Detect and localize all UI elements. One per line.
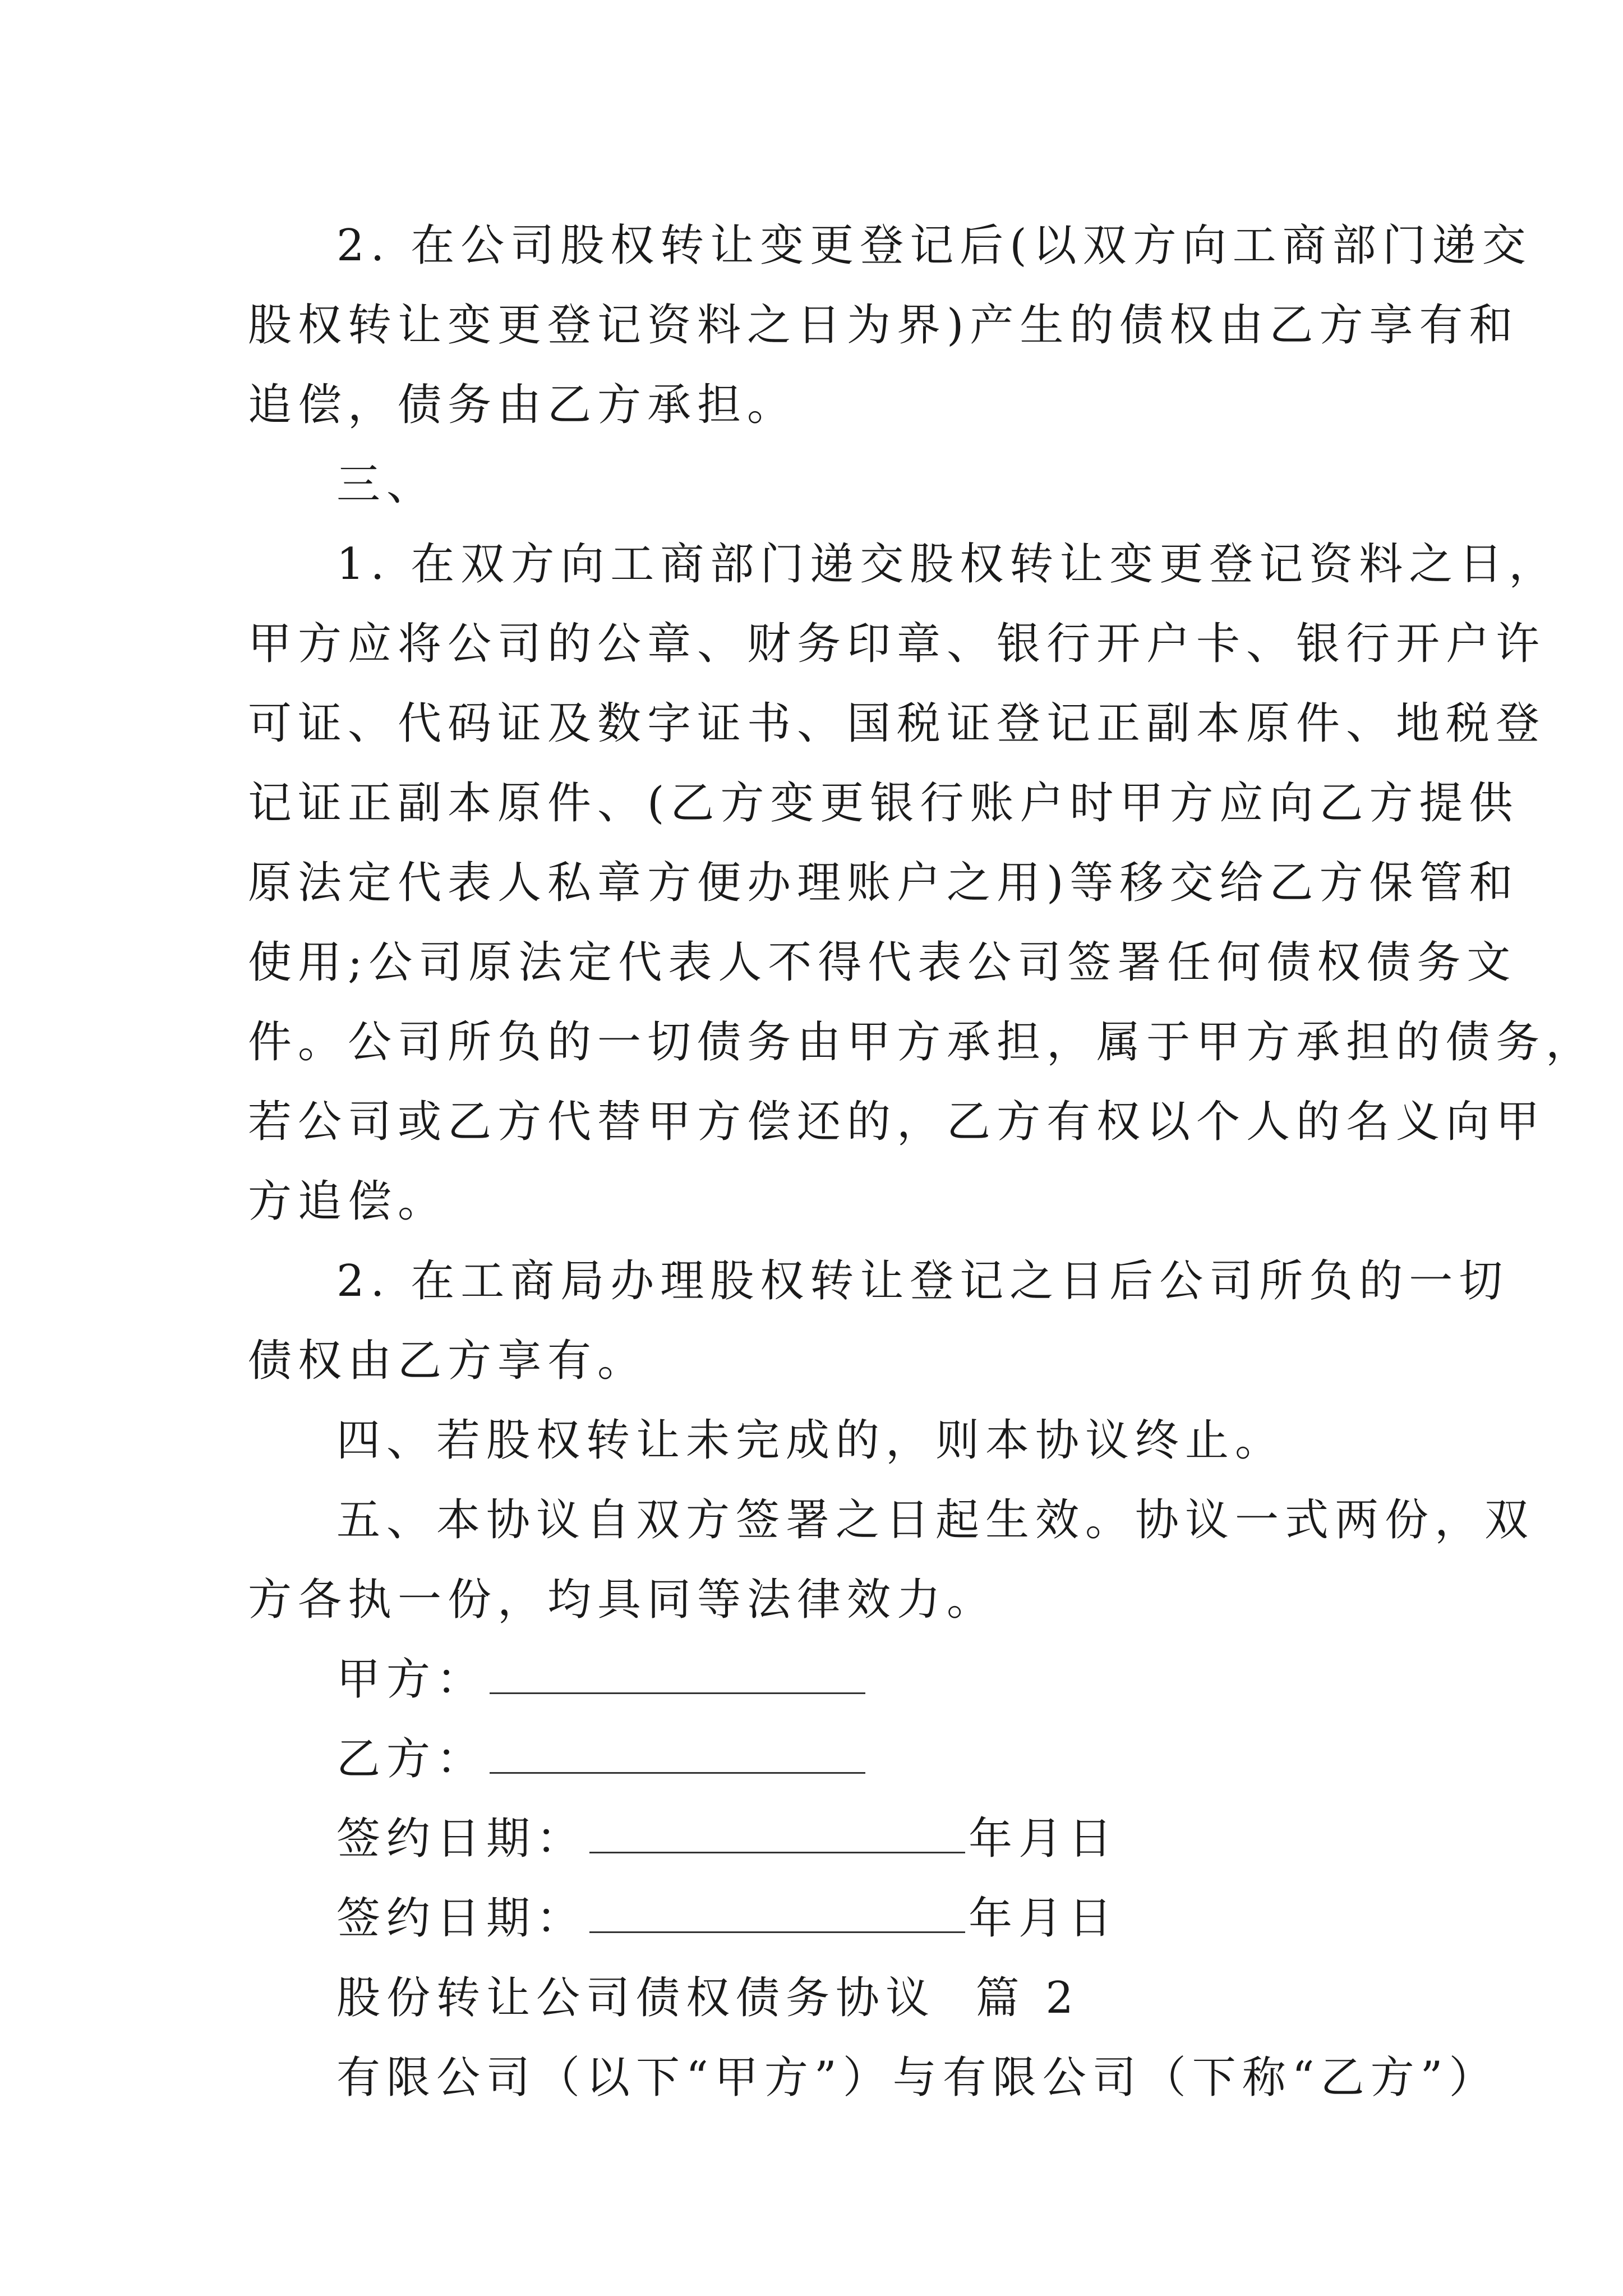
paragraph-line: 追偿，债务由乙方承担。: [248, 380, 797, 430]
section-title: 股份转让公司债权债务协议 篇 2: [336, 1973, 1080, 2023]
paragraph-line: 债权由乙方享有。: [248, 1336, 648, 1386]
paragraph-line: 2. 在工商局办理股权转让登记之日后公司所负的一切: [336, 1256, 1509, 1306]
paragraph-line: 2. 在公司股权转让变更登记后(以双方向工商部门递交: [336, 220, 1532, 271]
paragraph-line: 原法定代表人私章方便办理账户之用)等移交给乙方保管和: [248, 858, 1519, 908]
paragraph-line: 件。公司所负的一切债务由甲方承担，属于甲方承担的债务，: [248, 1017, 1596, 1068]
party-a-label: 甲方：: [336, 1654, 487, 1705]
paragraph-line: 若公司或乙方代替甲方偿还的，乙方有权以个人的名义向甲: [248, 1097, 1546, 1147]
date-label: 签约日期：: [336, 1814, 587, 1864]
date-suffix: 年月日: [969, 1893, 1119, 1944]
date-suffix: 年月日: [969, 1814, 1119, 1864]
paragraph-line: 五、本协议自双方签署之日起生效。协议一式两份，双: [336, 1495, 1535, 1545]
paragraph-line: 1. 在双方向工商部门递交股权转让变更登记资料之日，: [336, 539, 1559, 590]
signing-date-2: [336, 1890, 1118, 1947]
date-label: 签约日期：: [336, 1893, 587, 1944]
date-blank[interactable]: [589, 1815, 965, 1853]
signing-date-1: [336, 1811, 1118, 1867]
section-heading: 三、: [336, 459, 437, 510]
paragraph-line: 记证正副本原件、(乙方变更银行账户时甲方应向乙方提供: [248, 778, 1519, 829]
party-b-signature: [336, 1731, 869, 1787]
paragraph-line: 股权转让变更登记资料之日为界)产生的债权由乙方享有和: [248, 300, 1519, 351]
paragraph-line: 有限公司（以下“甲方”）与有限公司（下称“乙方”）: [336, 2053, 1499, 2103]
party-a-signature: [336, 1651, 869, 1708]
paragraph-line: 方各执一份，均具同等法律效力。: [248, 1575, 997, 1625]
paragraph-line: 甲方应将公司的公章、财务印章、银行开户卡、银行开户许: [248, 619, 1546, 669]
paragraph-line: 使用;公司原法定代表人不得代表公司签署任何债权债务文: [248, 937, 1517, 988]
date-blank[interactable]: [589, 1894, 965, 1933]
paragraph-line: 方追偿。: [248, 1176, 448, 1227]
paragraph-line: 四、若股权转让未完成的，则本协议终止。: [336, 1415, 1285, 1466]
party-b-blank[interactable]: [490, 1735, 865, 1774]
party-b-label: 乙方：: [336, 1734, 487, 1784]
paragraph-line: 可证、代码证及数字证书、国税证登记正副本原件、地税登: [248, 698, 1546, 749]
party-a-blank[interactable]: [490, 1655, 865, 1694]
